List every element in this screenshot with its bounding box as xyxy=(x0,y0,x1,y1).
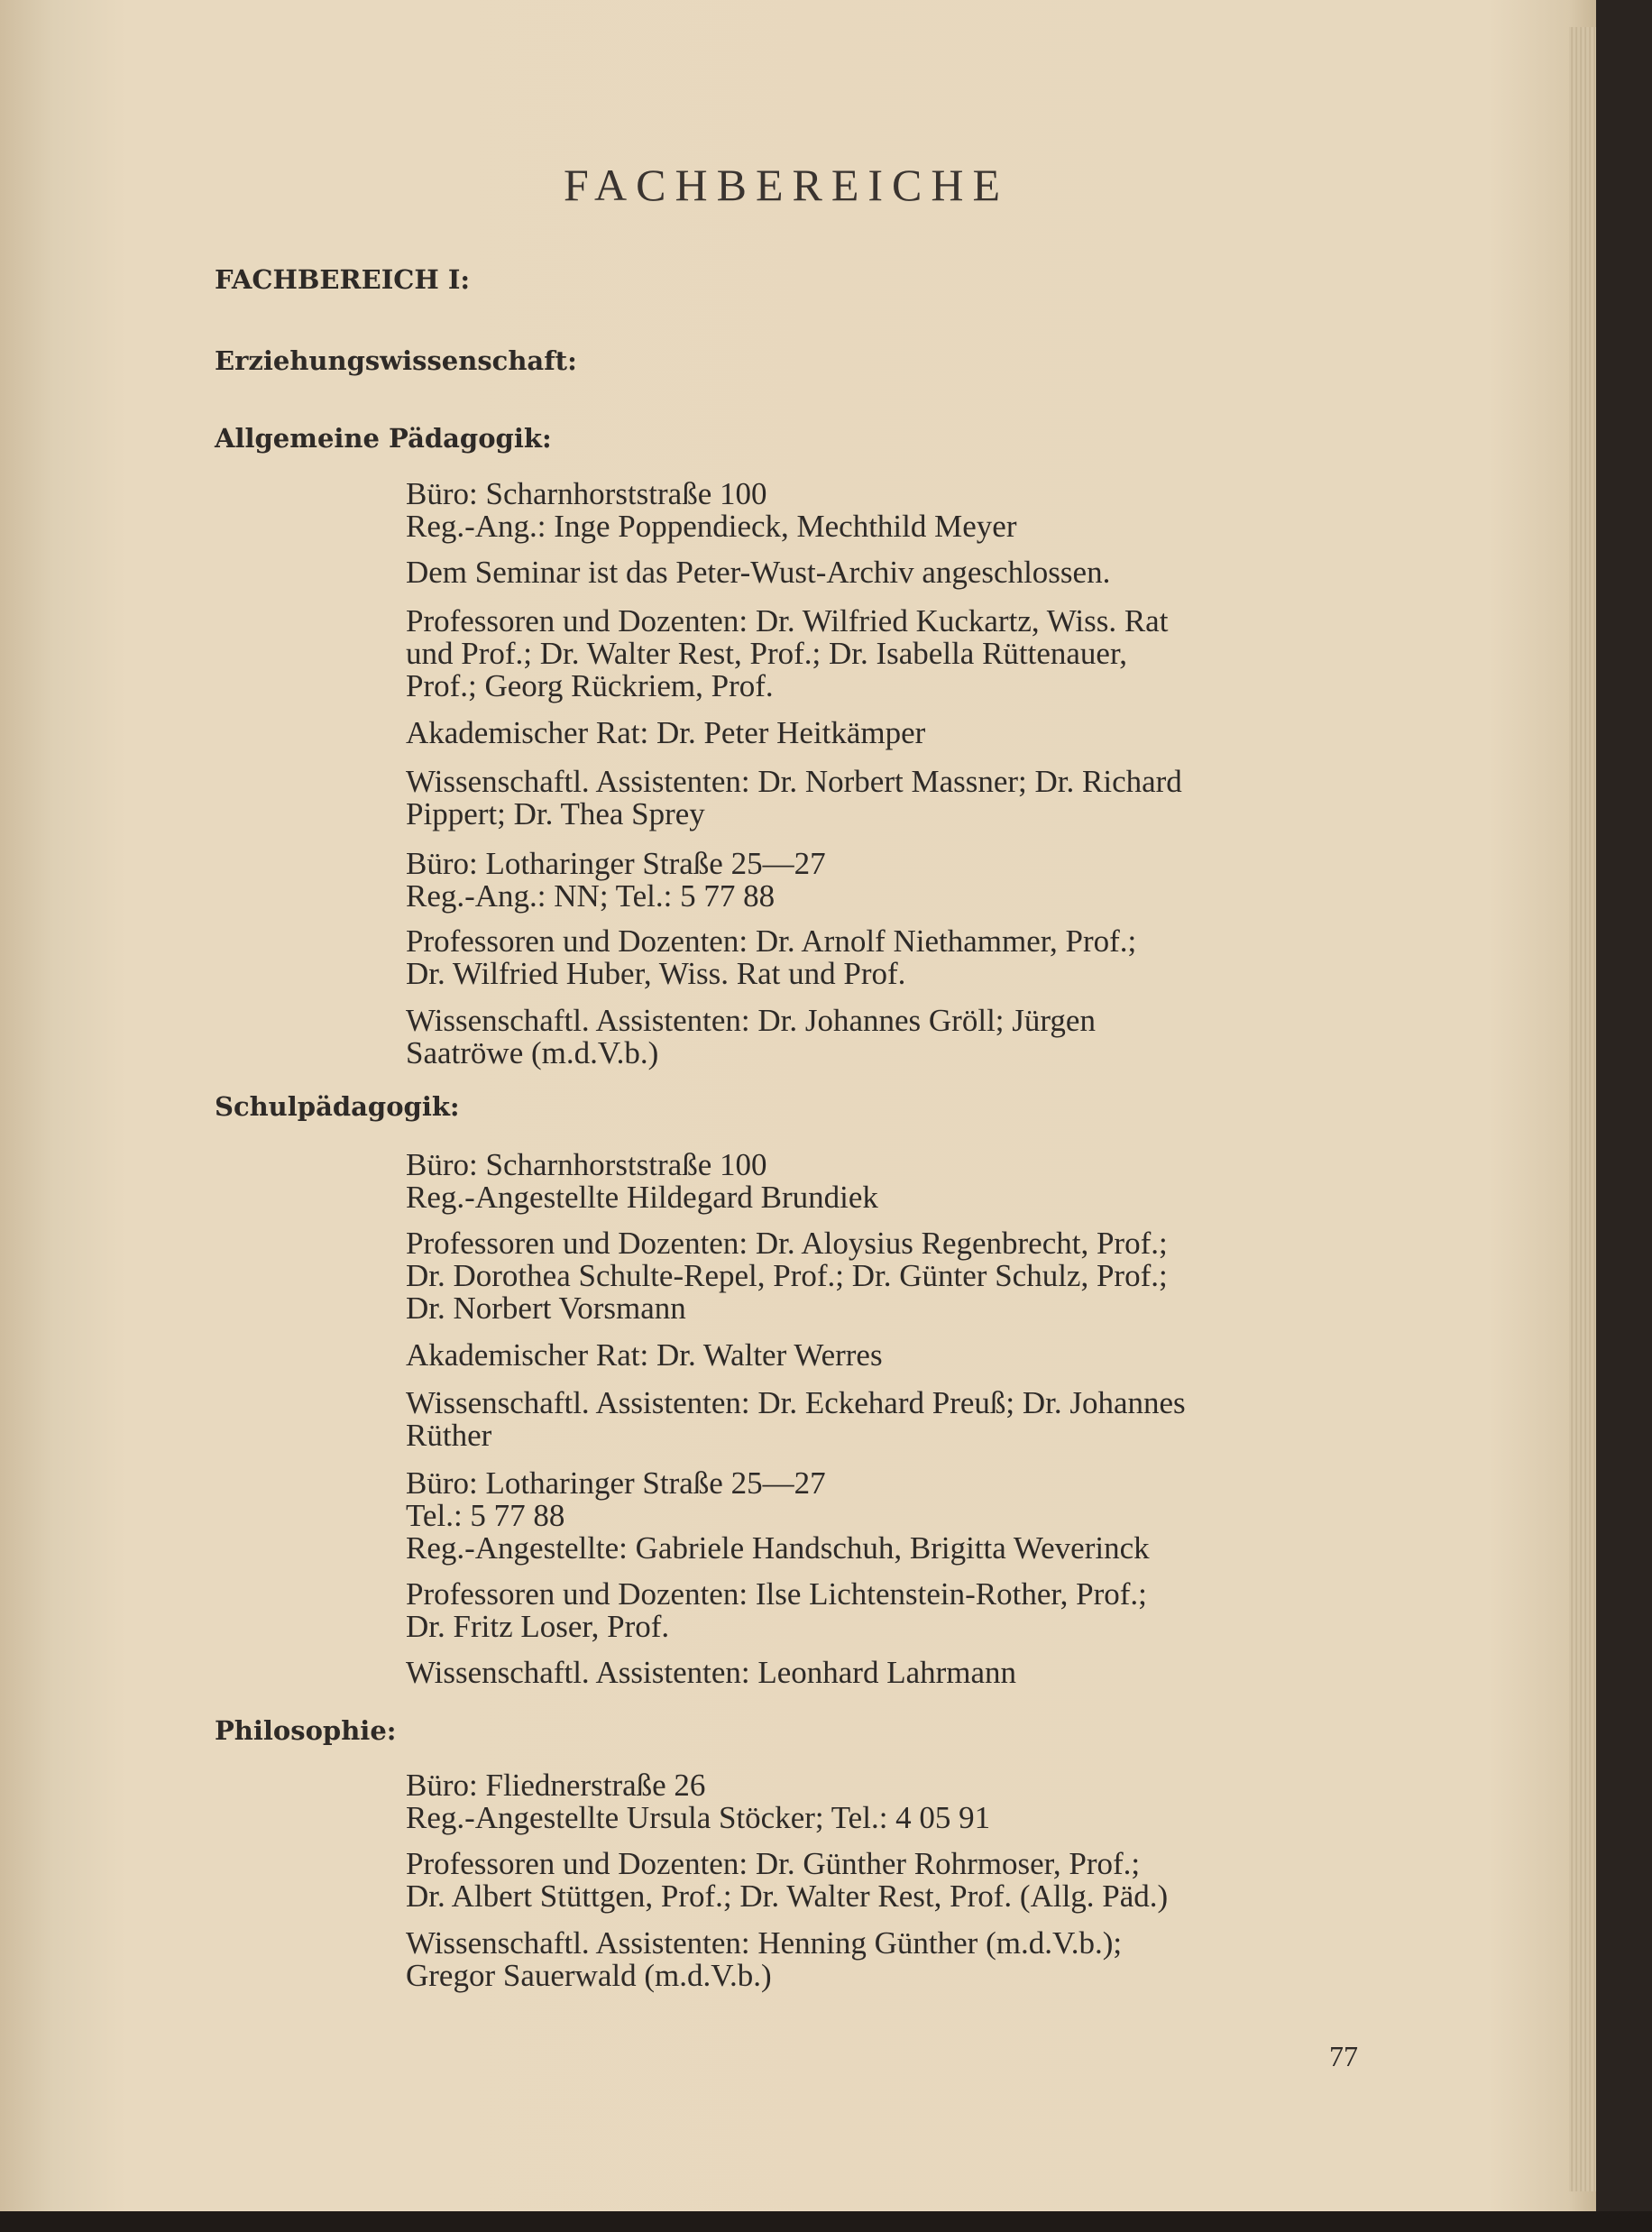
professors-line: Prof.; Georg Rückriem, Prof. xyxy=(406,668,774,703)
section-heading-philosophie: Philosophie: xyxy=(215,1715,397,1746)
academic-council-text: Akademischer Rat: Dr. Walter Werres xyxy=(406,1337,883,1373)
professors-line: Dr. Wilfried Huber, Wiss. Rat und Prof. xyxy=(406,956,906,991)
section-heading-schul: Schulpädagogik: xyxy=(215,1091,460,1122)
office-phone: Tel.: 5 77 88 xyxy=(406,1498,565,1533)
academic-council xyxy=(406,1339,1353,1372)
office-staff: Reg.-Ang.: NN; Tel.: 5 77 88 xyxy=(406,878,776,914)
assistants-line: Rüther xyxy=(406,1418,492,1453)
scan-bottom-edge xyxy=(0,2211,1652,2232)
professors-block xyxy=(406,1227,1353,1325)
fachbereich-heading: FACHBEREICH I: xyxy=(215,264,471,295)
assistants-line: Wissenschaftl. Assistenten: Leonhard Lahrmann xyxy=(406,1655,1017,1690)
assistants-block xyxy=(406,766,1353,831)
office-block xyxy=(406,1149,1353,1214)
office-address: Büro: Scharnhorststraße 100 xyxy=(406,476,767,511)
page-title: FACHBEREICHE xyxy=(563,160,1010,210)
office-address: Büro: Lotharinger Straße 25—27 xyxy=(406,846,826,881)
subject-heading: Erziehungswissenschaft: xyxy=(215,345,577,376)
office-address: Büro: Lotharinger Straße 25—27 xyxy=(406,1465,826,1501)
assistants-line: Wissenschaftl. Assistenten: Dr. Norbert Massner; Dr. Richard xyxy=(406,764,1182,799)
office-block xyxy=(406,478,1353,543)
office-block xyxy=(406,848,1353,913)
office-address: Büro: Scharnhorststraße 100 xyxy=(406,1147,767,1182)
assistants-block xyxy=(406,1927,1353,1992)
section-heading-allgemeine: Allgemeine Pädagogik: xyxy=(215,423,552,454)
office-staff: Reg.-Angestellte Ursula Stöcker; Tel.: 4 05 91 xyxy=(406,1800,991,1835)
office-block xyxy=(406,1769,1353,1834)
academic-council-text: Akademischer Rat: Dr. Peter Heitkämper xyxy=(406,715,926,750)
page-number: 77 xyxy=(1329,2040,1358,2072)
professors-block xyxy=(406,1578,1353,1643)
professors-block xyxy=(406,925,1353,990)
assistants-line: Wissenschaftl. Assistenten: Dr. Johannes Gröll; Jürgen xyxy=(406,1003,1096,1038)
archive-note xyxy=(406,556,1353,589)
professors-line: Professoren und Dozenten: Dr. Wilfried Kuckartz, Wiss. Rat xyxy=(406,603,1169,638)
professors-block xyxy=(406,1848,1353,1913)
professors-block xyxy=(406,605,1353,703)
professors-line: und Prof.; Dr. Walter Rest, Prof.; Dr. Isabella Rüttenauer, xyxy=(406,636,1127,671)
assistants-line: Saatröwe (m.d.V.b.) xyxy=(406,1035,659,1070)
office-staff: Reg.-Angestellte: Gabriele Handschuh, Brigitta Weverinck xyxy=(406,1530,1150,1566)
professors-line: Professoren und Dozenten: Dr. Günther Rohrmoser, Prof.; xyxy=(406,1846,1141,1881)
assistants-line: Gregor Sauerwald (m.d.V.b.) xyxy=(406,1958,772,1993)
assistants-block xyxy=(406,1005,1353,1070)
assistants-block xyxy=(406,1387,1353,1452)
professors-line: Professoren und Dozenten: Dr. Aloysius Regenbrecht, Prof.; xyxy=(406,1226,1168,1261)
office-staff: Reg.-Ang.: Inge Poppendieck, Mechthild Meyer xyxy=(406,509,1017,544)
professors-line: Dr. Norbert Vorsmann xyxy=(406,1291,686,1326)
professors-line: Professoren und Dozenten: Dr. Arnolf Niethammer, Prof.; xyxy=(406,923,1137,959)
assistants-line: Pippert; Dr. Thea Sprey xyxy=(406,796,705,831)
office-staff: Reg.-Angestellte Hildegard Brundiek xyxy=(406,1180,878,1215)
office-block xyxy=(406,1467,1353,1565)
assistants-line: Wissenschaftl. Assistenten: Dr. Eckehard Preuß; Dr. Johannes xyxy=(406,1385,1186,1420)
assistants-block xyxy=(406,1657,1353,1689)
office-address: Büro: Fliednerstraße 26 xyxy=(406,1768,706,1803)
archive-note-text: Dem Seminar ist das Peter-Wust-Archiv angeschlossen. xyxy=(406,555,1111,590)
academic-council xyxy=(406,717,1353,749)
professors-line: Professoren und Dozenten: Ilse Lichtenstein-Rother, Prof.; xyxy=(406,1576,1147,1612)
professors-line: Dr. Dorothea Schulte-Repel, Prof.; Dr. Günter Schulz, Prof.; xyxy=(406,1258,1168,1293)
professors-line: Dr. Albert Stüttgen, Prof.; Dr. Walter Rest, Prof. (Allg. Päd.) xyxy=(406,1878,1169,1914)
professors-line: Dr. Fritz Loser, Prof. xyxy=(406,1609,670,1644)
assistants-line: Wissenschaftl. Assistenten: Henning Günther (m.d.V.b.); xyxy=(406,1925,1123,1961)
